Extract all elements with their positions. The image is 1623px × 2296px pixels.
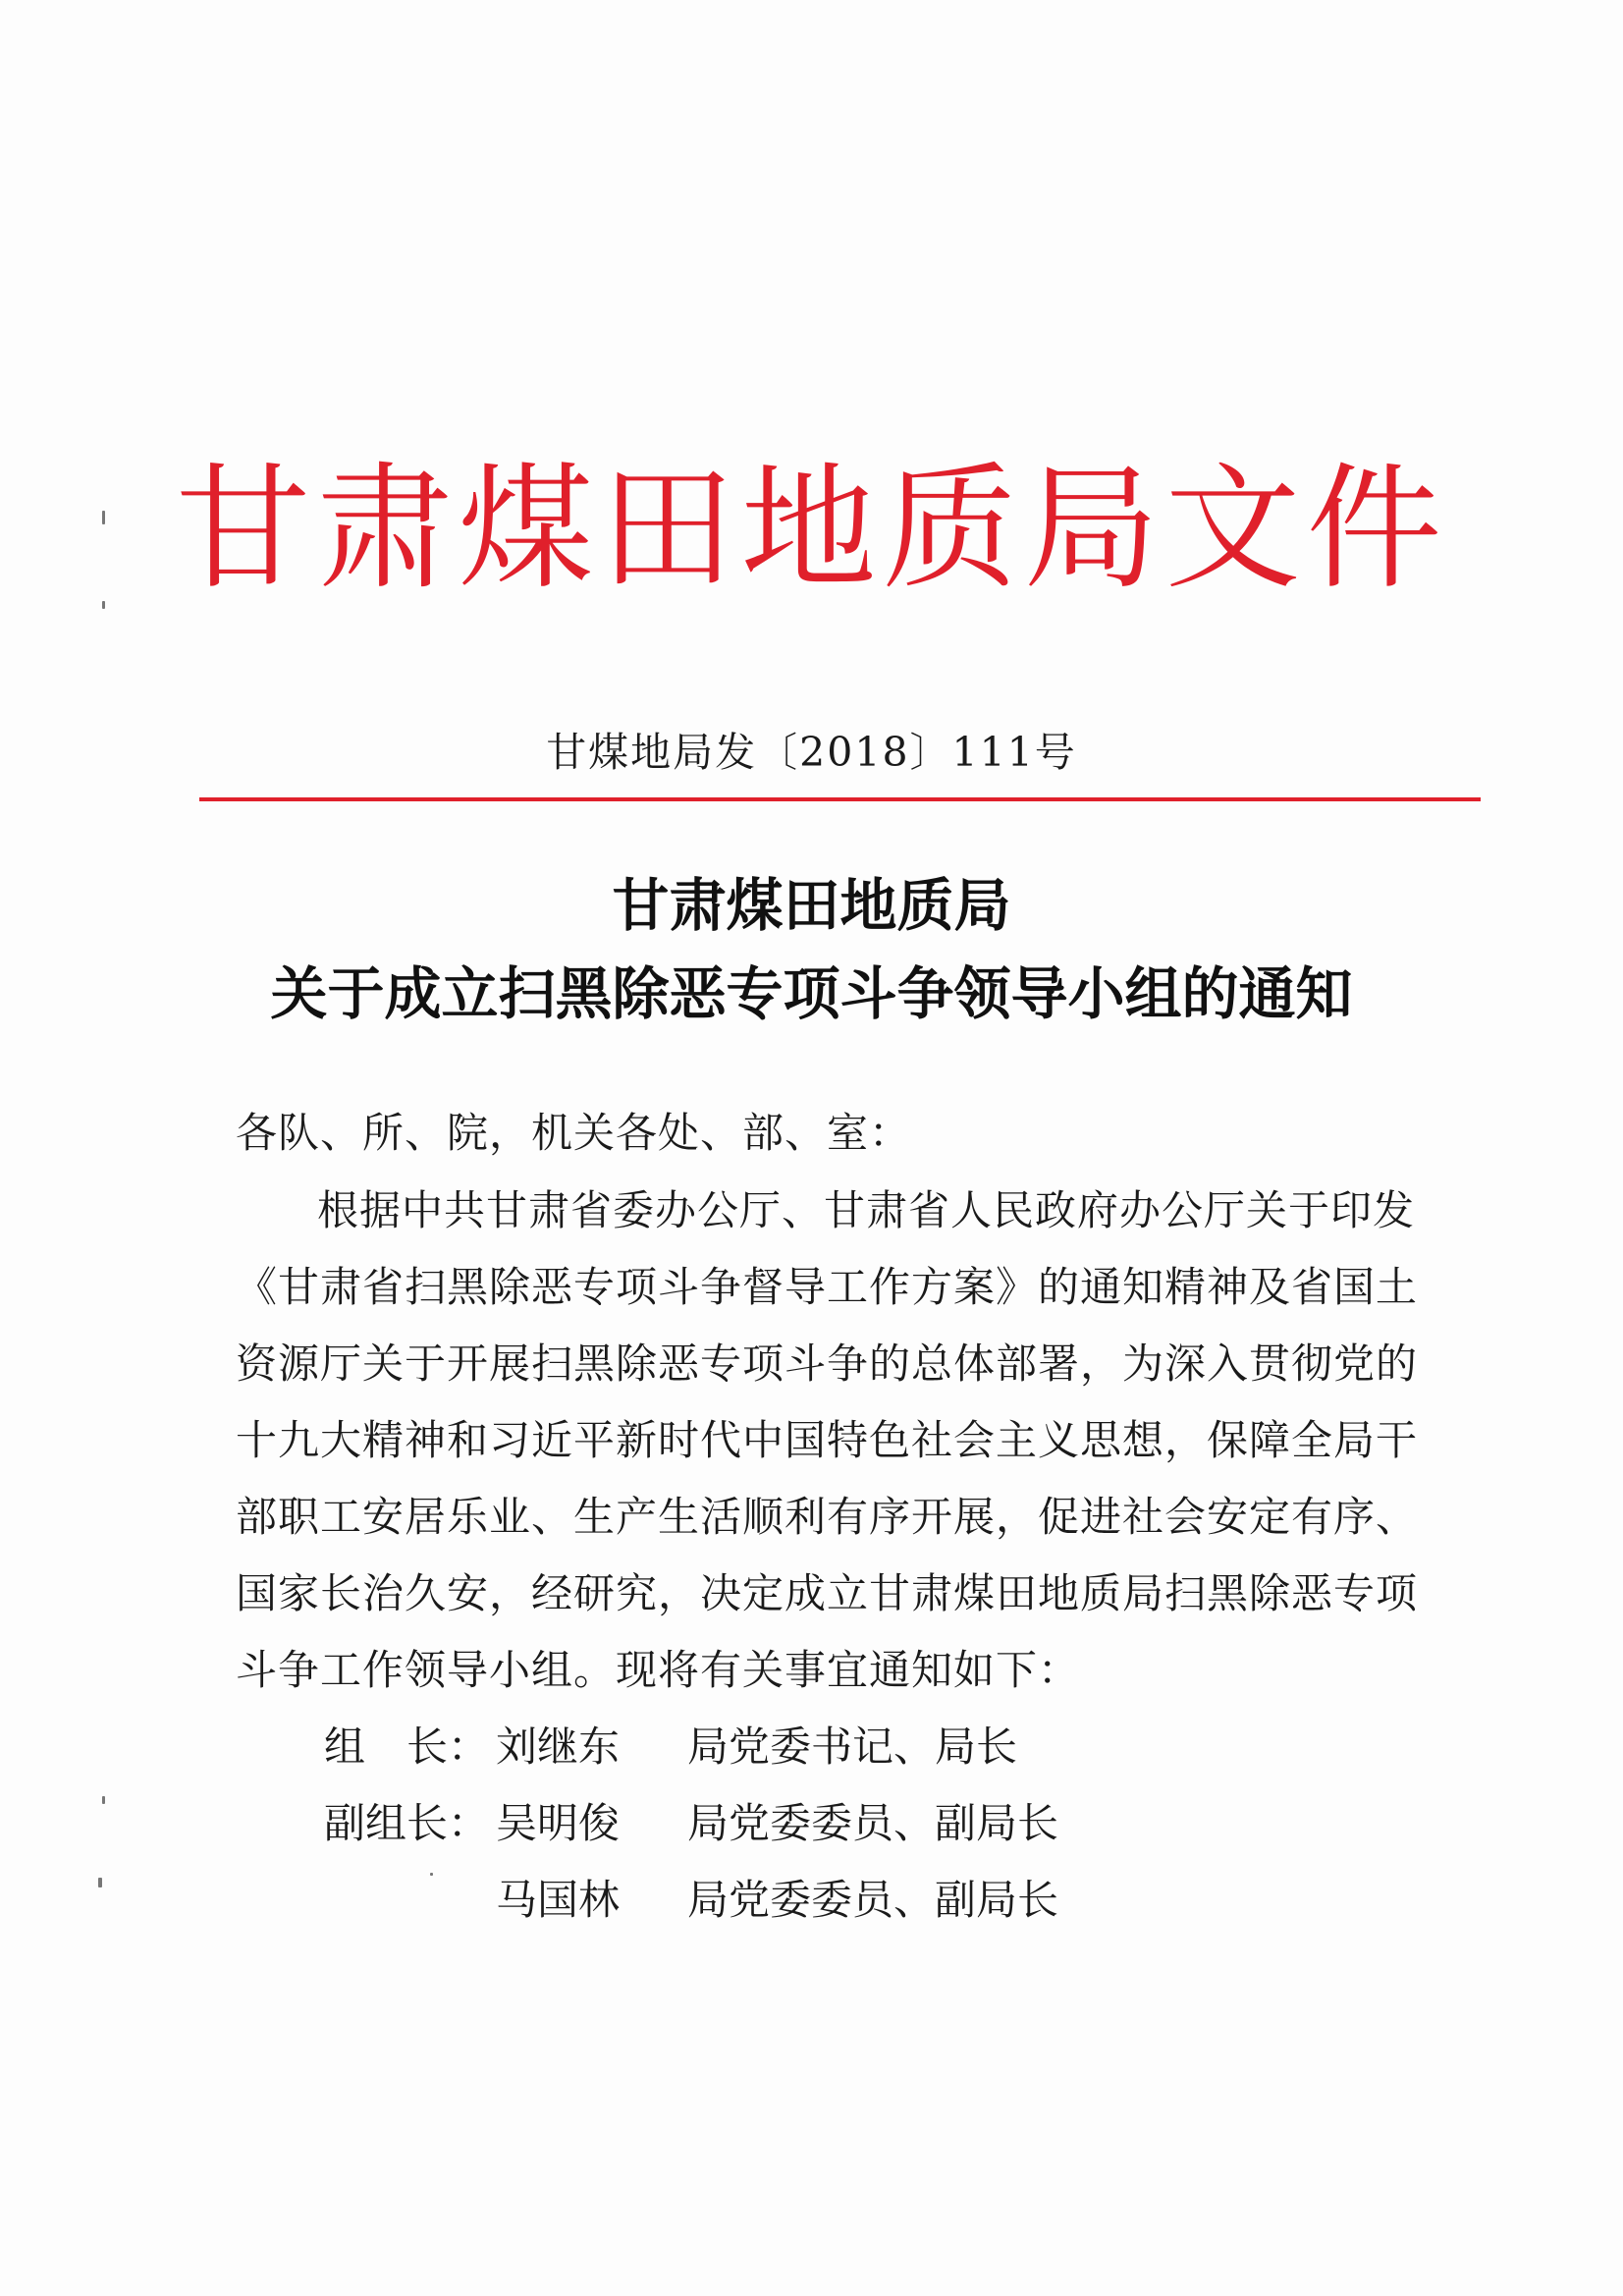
member-name: 吴明俊 [496,1799,621,1847]
subject-line-1: 甘肃煤田地质局 [612,872,1011,939]
member-role: 组 长： [324,1722,490,1771]
subject-line-2: 关于成立扫黑除恶专项斗争领导小组的通知 [270,960,1353,1027]
member-role: 副组长： [324,1799,490,1847]
member-title: 局党委委员、副局长 [687,1799,1059,1847]
member-name: 马国林 [496,1876,621,1924]
scan-speck [102,511,105,524]
member-title: 局党委书记、局长 [687,1722,1018,1771]
scan-speck [102,601,105,609]
paragraph-line: 部职工安居乐业、生产生活顺利有序开展，促进社会安定有序、 [236,1493,1419,1541]
salutation: 各队、所、院，机关各处、部、室： [236,1109,912,1157]
member-title: 局党委委员、副局长 [687,1876,1059,1924]
document-number: 甘煤地局发〔2018〕111号 [546,729,1077,776]
paragraph-line: 国家长治久安，经研究，决定成立甘肃煤田地质局扫黑除恶专项 [236,1569,1419,1617]
paragraph-line: 资源厅关于开展扫黑除恶专项斗争的总体部署，为深入贯彻党的 [236,1339,1419,1388]
paragraph-line: 《甘肃省扫黑除恶专项斗争督导工作方案》的通知精神及省国土 [236,1263,1419,1311]
paragraph-line: 斗争工作领导小组。现将有关事宜通知如下： [236,1646,1081,1694]
scan-speck [98,1878,102,1887]
paragraph-line: 十九大精神和习近平新时代中国特色社会主义思想，保障全局干 [236,1416,1419,1464]
member-name: 刘继东 [496,1722,621,1771]
red-separator-line [199,797,1481,801]
scan-speck [430,1873,433,1876]
paragraph-line: 根据中共甘肃省委办公厅、甘肃省人民政府办公厅关于印发 [317,1186,1416,1234]
issuer-title: 甘肃煤田地质局文件 [175,450,1448,608]
scan-speck [102,1796,105,1804]
